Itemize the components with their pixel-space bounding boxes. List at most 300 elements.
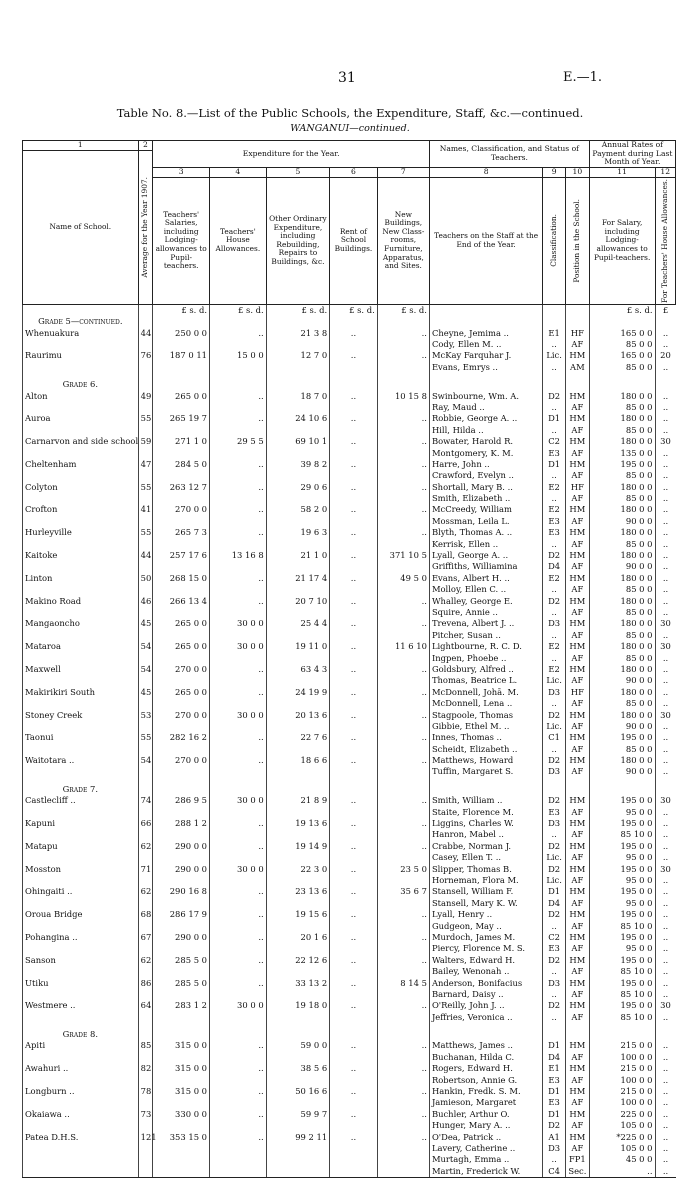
currency-cell: £ s. d. (330, 304, 378, 316)
classification-values: D1 E3 (543, 1086, 566, 1109)
empty-cell (153, 379, 210, 390)
new-buildings-value: .. (377, 1000, 429, 1023)
average-attendance: 67 (138, 932, 153, 955)
average-attendance: 54 (138, 664, 153, 687)
house-allowance-value: 30 0 0 (210, 864, 267, 887)
empty-cell (210, 1029, 267, 1040)
salaries-value: 265 0 0 (153, 618, 210, 641)
house-rate-values: .. .. (655, 932, 676, 955)
table-row (23, 550, 676, 573)
average-attendance: 50 (138, 573, 153, 596)
other-expenditure-value: 99 2 11 (266, 1132, 329, 1178)
school-name: Whenuakura (23, 328, 139, 351)
new-buildings-value: .. (377, 618, 429, 641)
classification-values: D3 .. (543, 978, 566, 1001)
empty-cell (377, 379, 429, 390)
teacher-names: Anderson, Bonifacius Barnard, Daisy .. (429, 978, 542, 1001)
other-expenditure-value: 22 3 0 (266, 864, 329, 887)
rent-value: .. (330, 932, 378, 955)
salary-rate-values: 180 0 0 90 0 0 (589, 664, 655, 687)
salary-rate-values: 180 0 0 85 0 0 (589, 391, 655, 414)
position-values: HM AF (565, 1063, 589, 1086)
average-attendance: 47 (138, 459, 153, 482)
rent-value: .. (330, 482, 378, 505)
house-allowance-value: .. (210, 1063, 267, 1086)
currency-cell: £ s. d. (153, 304, 210, 316)
classification-values: D3 .. (543, 618, 566, 641)
average-attendance: 64 (138, 1000, 153, 1023)
col-num-4: 4 (210, 167, 267, 177)
salaries-value: 330 0 0 (153, 1109, 210, 1132)
house-rate-values: .. .. (655, 328, 676, 351)
house-rate-values: .. .. (655, 909, 676, 932)
house-rate-values: .. .. (655, 687, 676, 710)
house-allowance-value: 15 0 0 (210, 350, 267, 373)
salary-rate-values: 195 0 0 85 10 0 (589, 818, 655, 841)
house-rate-values: .. .. (655, 550, 676, 573)
table-row (23, 641, 676, 664)
position-values: HM AF (565, 864, 589, 887)
empty-cell (429, 1029, 542, 1040)
col-num-5: 5 (266, 167, 329, 177)
column-number-row (23, 141, 676, 151)
salary-rate-values: 195 0 0 95 0 0 (589, 886, 655, 909)
average-attendance: 55 (138, 732, 153, 755)
table-row (23, 1109, 676, 1132)
table-row (23, 932, 676, 955)
classification-values: D3 .. (543, 818, 566, 841)
house-allowance-value: .. (210, 596, 267, 619)
new-buildings-value: .. (377, 413, 429, 436)
teacher-names: Rogers, Edward H. Robertson, Annie G. (429, 1063, 542, 1086)
position-values: HM AM (565, 350, 589, 373)
grade-label: Grade 7. (23, 784, 139, 795)
other-expenditure-value: 19 18 0 (266, 1000, 329, 1023)
position-values: HM AF (565, 732, 589, 755)
col-num-7: 7 (377, 167, 429, 177)
rent-value: .. (330, 641, 378, 664)
position-header: Position in the School. (565, 177, 589, 304)
classification-values: C1 .. (543, 732, 566, 755)
rent-value: .. (330, 1040, 378, 1063)
grade-row (23, 379, 676, 390)
new-buildings-value: .. (377, 350, 429, 373)
salary-rate-values: 195 0 0 95 0 0 (589, 841, 655, 864)
house-allowance-value: .. (210, 1086, 267, 1109)
empty-cell (543, 784, 566, 795)
teacher-names: O'Reilly, John J. .. Jeffries, Veronica .. (429, 1000, 542, 1023)
house-allowance-value: 30 0 0 (210, 1000, 267, 1023)
teacher-names: Innes, Thomas .. Scheidt, Elizabeth .. (429, 732, 542, 755)
position-values: HM AF (565, 459, 589, 482)
empty-cell (565, 1029, 589, 1040)
rent-value: .. (330, 618, 378, 641)
new-buildings-value: .. (377, 527, 429, 550)
teacher-names: Matthews, Howard Tuffin, Margaret S. (429, 755, 542, 778)
house-rate-values: .. .. (655, 755, 676, 778)
average-attendance: 55 (138, 413, 153, 436)
rent-value: .. (330, 732, 378, 755)
average-attendance: 45 (138, 618, 153, 641)
schools-table (22, 140, 676, 1178)
rent-value: .. (330, 687, 378, 710)
school-name: Oroua Bridge (23, 909, 139, 932)
position-values: HM AF (565, 755, 589, 778)
house-header: Teachers' House Allowances. (210, 177, 267, 304)
salaries-value: 288 1 2 (153, 818, 210, 841)
rent-value: .. (330, 1000, 378, 1023)
salary-rate-values: 225 0 0 105 0 0 (589, 1109, 655, 1132)
house-allowance-value: .. (210, 664, 267, 687)
empty-cell (543, 379, 566, 390)
table-row (23, 1086, 676, 1109)
empty-cell (330, 316, 378, 327)
position-values: HM AF (565, 955, 589, 978)
position-values: HM AF (565, 550, 589, 573)
other-expenditure-value: 19 15 6 (266, 909, 329, 932)
salary-rate-values: 195 0 0 95 0 0 (589, 795, 655, 818)
table-row (23, 618, 676, 641)
table-row (23, 732, 676, 755)
empty-cell (138, 1029, 153, 1040)
position-values: HM AF (565, 527, 589, 550)
school-name: Kaitoke (23, 550, 139, 573)
rent-value: .. (330, 818, 378, 841)
position-values: HF AF (565, 687, 589, 710)
new-buildings-value: 10 15 8 (377, 391, 429, 414)
average-attendance: 54 (138, 641, 153, 664)
grade-row (23, 784, 676, 795)
classification-values: D2 D3 (543, 755, 566, 778)
empty-cell (210, 784, 267, 795)
average-attendance: 73 (138, 1109, 153, 1132)
school-name: Carnarvon and side school (23, 436, 139, 459)
new-buildings-value: .. (377, 1132, 429, 1178)
other-expenditure-value: 58 2 0 (266, 504, 329, 527)
rent-value: .. (330, 550, 378, 573)
position-values: HM AF (565, 909, 589, 932)
house-rate-values: .. .. (655, 504, 676, 527)
rent-value: .. (330, 436, 378, 459)
empty-cell (377, 784, 429, 795)
other-expenditure-value: 22 7 6 (266, 732, 329, 755)
house-allowance-value: 13 16 8 (210, 550, 267, 573)
salary-rate-values: 195 0 0 85 10 0 (589, 978, 655, 1001)
currency-cell: £ s. d. (589, 304, 655, 316)
new-buildings-value: .. (377, 732, 429, 755)
position-values: HM AF (565, 413, 589, 436)
col-num-10: 10 (565, 167, 589, 177)
other-expenditure-value: 18 6 6 (266, 755, 329, 778)
teacher-names: Buchler, Arthur O. Hunger, Mary A. .. (429, 1109, 542, 1132)
other-expenditure-value: 19 14 9 (266, 841, 329, 864)
classification-values: E2 .. (543, 573, 566, 596)
table-row (23, 504, 676, 527)
classification-values: D1 D2 (543, 1109, 566, 1132)
house-allowance-value: 30 0 0 (210, 618, 267, 641)
rent-value: .. (330, 1086, 378, 1109)
new-buildings-value: .. (377, 795, 429, 818)
average-attendance: 44 (138, 328, 153, 351)
house-allowance-value: .. (210, 413, 267, 436)
salaries-value: 315 0 0 (153, 1040, 210, 1063)
salary-rate-values: *225 0 0 105 0 0 45 0 0 .. (589, 1132, 655, 1178)
house-allowance-value: 30 0 0 (210, 795, 267, 818)
table-subtitle: WANGANUI—continued. (290, 123, 410, 134)
classification-values: C2 E3 (543, 932, 566, 955)
col-num-12: 12 (655, 167, 676, 177)
salary-rate-values: 180 0 0 90 0 0 (589, 710, 655, 733)
average-attendance: 54 (138, 755, 153, 778)
house-rate-values: .. .. (655, 527, 676, 550)
school-name: Matapu (23, 841, 139, 864)
house-rate-values: .. .. (655, 1086, 676, 1109)
house-allowance-value: .. (210, 573, 267, 596)
new-buildings-value: .. (377, 955, 429, 978)
new-buildings-value: .. (377, 687, 429, 710)
salary-rate-values: 195 0 0 85 10 0 (589, 909, 655, 932)
classification-values: A1 D3 .. C4 (543, 1132, 566, 1178)
teacher-names: Harre, John .. Crawford, Evelyn .. (429, 459, 542, 482)
salary-rate-values: 180 0 0 135 0 0 (589, 436, 655, 459)
empty-cell (210, 316, 267, 327)
classification-values: E2 Lic. (543, 664, 566, 687)
house-allowance-value: .. (210, 978, 267, 1001)
school-name: Colyton (23, 482, 139, 505)
classification-values: E2 E3 (543, 504, 566, 527)
new-buildings-value: .. (377, 710, 429, 733)
school-name: Ohingaiti .. (23, 886, 139, 909)
classification-values: D1 D4 (543, 1040, 566, 1063)
new-buildings-value: .. (377, 1063, 429, 1086)
school-name: Auroa (23, 413, 139, 436)
average-attendance: 68 (138, 909, 153, 932)
school-name: Waitotara .. (23, 755, 139, 778)
rent-value: .. (330, 596, 378, 619)
rent-value: .. (330, 1109, 378, 1132)
other-expenditure-value: 38 5 6 (266, 1063, 329, 1086)
house-rate-values: .. .. (655, 596, 676, 619)
classification-values: E2 .. (543, 482, 566, 505)
house-allowance-value: .. (210, 504, 267, 527)
new-buildings-value: .. (377, 1109, 429, 1132)
other-expenditure-value: 25 4 4 (266, 618, 329, 641)
currency-cell (429, 304, 542, 316)
salary-rate-values: 215 0 0 100 0 0 (589, 1086, 655, 1109)
rent-value: .. (330, 955, 378, 978)
classification-header: Classification. (543, 177, 566, 304)
new-buildings-value: 11 6 10 (377, 641, 429, 664)
teacher-names: Smith, William .. Staite, Florence M. (429, 795, 542, 818)
teacher-names: Crabbe, Norman J. Casey, Ellen T. .. (429, 841, 542, 864)
school-name: Apiti (23, 1040, 139, 1063)
currency-cell (543, 304, 566, 316)
salaries-value: 265 19 7 (153, 413, 210, 436)
house-allowance-value: .. (210, 755, 267, 778)
house-allowance-value: .. (210, 955, 267, 978)
empty-cell (655, 1029, 676, 1040)
house-allowance-value: .. (210, 687, 267, 710)
school-name: Awahuri .. (23, 1063, 139, 1086)
salary-rate-values: 180 0 0 90 0 0 (589, 755, 655, 778)
grade-label: Grade 8. (23, 1029, 139, 1040)
table-row (23, 955, 676, 978)
table-row (23, 391, 676, 414)
other-expenditure-value: 59 9 7 (266, 1109, 329, 1132)
empty-cell (655, 784, 676, 795)
other-expenditure-value: 50 16 6 (266, 1086, 329, 1109)
salaries-value: 285 5 0 (153, 955, 210, 978)
position-values: HM AF (565, 618, 589, 641)
table-row (23, 1040, 676, 1063)
position-values: HM AF (565, 978, 589, 1001)
salaries-value: 257 17 6 (153, 550, 210, 573)
position-values: HM AF (565, 664, 589, 687)
new-buildings-value: .. (377, 596, 429, 619)
average-attendance: 44 (138, 550, 153, 573)
teacher-names: Stagpoole, Thomas Gibbie, Ethel M. .. (429, 710, 542, 733)
house-allowance-value: .. (210, 841, 267, 864)
salaries-value: 265 0 0 (153, 687, 210, 710)
house-rate-values: .. .. (655, 664, 676, 687)
house-rate-values: 30 .. (655, 1000, 676, 1023)
teacher-names: Matthews, James .. Buchanan, Hilda C. (429, 1040, 542, 1063)
average-attendance: 86 (138, 978, 153, 1001)
teacher-names: McKay Farquhar J. Evans, Emrys .. (429, 350, 542, 373)
table-row (23, 687, 676, 710)
table-row (23, 664, 676, 687)
rent-value: .. (330, 795, 378, 818)
school-name: Pohangina .. (23, 932, 139, 955)
table-row (23, 886, 676, 909)
salaries-value: 315 0 0 (153, 1086, 210, 1109)
salary-rate-values: 180 0 0 85 0 0 (589, 687, 655, 710)
salaries-value: 290 0 0 (153, 864, 210, 887)
empty-cell (377, 1029, 429, 1040)
position-values: HM AF (565, 641, 589, 664)
table-row (23, 1132, 676, 1178)
school-name: Mataroa (23, 641, 139, 664)
table-row (23, 755, 676, 778)
house-allowance-value: .. (210, 1040, 267, 1063)
average-attendance: 71 (138, 864, 153, 887)
new-buildings-value: .. (377, 1040, 429, 1063)
empty-cell (565, 316, 589, 327)
table-title: Table No. 8.—List of the Public Schools, the Expenditure, Staff, &c.—continued. (116, 106, 584, 120)
house-allowance-value: .. (210, 328, 267, 351)
other-expenditure-value: 69 10 1 (266, 436, 329, 459)
col-num-2: 2 (138, 141, 153, 151)
rent-value: .. (330, 328, 378, 351)
salaries-value: 265 0 0 (153, 641, 210, 664)
salaries-value: 284 5 0 (153, 459, 210, 482)
house-allowance-value: .. (210, 818, 267, 841)
table-row (23, 328, 676, 351)
new-buildings-value: .. (377, 504, 429, 527)
table-row (23, 459, 676, 482)
other-expenditure-value: 19 11 0 (266, 641, 329, 664)
for-house-header: For Teachers' House Allowances. (655, 177, 676, 304)
table-row (23, 1000, 676, 1023)
salaries-value: 285 5 0 (153, 978, 210, 1001)
average-attendance: 49 (138, 391, 153, 414)
teacher-names: McCreedy, William Mossman, Leila L. (429, 504, 542, 527)
school-name: Maxwell (23, 664, 139, 687)
new-buildings-value: 371 10 5 (377, 550, 429, 573)
classification-values: D2 .. (543, 909, 566, 932)
other-expenditure-value: 22 12 6 (266, 955, 329, 978)
other-expenditure-value: 21 8 9 (266, 795, 329, 818)
school-name: Westmere .. (23, 1000, 139, 1023)
school-name: Alton (23, 391, 139, 414)
table-row (23, 710, 676, 733)
salary-rate-values: 180 0 0 90 0 0 (589, 550, 655, 573)
house-rate-values: .. .. (655, 459, 676, 482)
empty-cell (565, 379, 589, 390)
grade-row (23, 316, 676, 327)
currency-cell (565, 304, 589, 316)
classification-values: D2 .. (543, 1000, 566, 1023)
col-num-3: 3 (153, 167, 210, 177)
classification-values: D2 D4 (543, 550, 566, 573)
empty-cell (153, 316, 210, 327)
empty-cell (565, 784, 589, 795)
school-name: Patea D.H.S. (23, 1132, 139, 1178)
salaries-value: 290 0 0 (153, 841, 210, 864)
teacher-names: McDonnell, Johā. M. McDonnell, Lena .. (429, 687, 542, 710)
house-rate-values: .. .. (655, 482, 676, 505)
position-values: HM AF FP1 Sec. (565, 1132, 589, 1178)
house-allowance-value: 30 0 0 (210, 641, 267, 664)
other-expenditure-value: 23 13 6 (266, 886, 329, 909)
average-attendance: 41 (138, 504, 153, 527)
teacher-names: Goldsbury, Alfred .. Thomas, Beatrice L. (429, 664, 542, 687)
grade-label: Grade 5—continued. (23, 316, 139, 327)
other-expenditure-value: 20 1 6 (266, 932, 329, 955)
position-values: HM AF (565, 710, 589, 733)
house-rate-values: .. .. (655, 955, 676, 978)
average-attendance: 82 (138, 1063, 153, 1086)
salary-rate-values: 165 0 0 85 0 0 (589, 350, 655, 373)
school-name: Linton (23, 573, 139, 596)
empty-cell (589, 316, 655, 327)
other-expenditure-value: 59 0 0 (266, 1040, 329, 1063)
salaries-value: 268 15 0 (153, 573, 210, 596)
teacher-names: O'Dea, Patrick .. Lavery, Catherine .. Murtagh, Emma .. Martin, Frederick W. (429, 1132, 542, 1178)
teacher-names: Murdoch, James M. Piercy, Florence M. S. (429, 932, 542, 955)
salary-rate-values: 215 0 0 100 0 0 (589, 1063, 655, 1086)
house-rate-values: .. .. (655, 978, 676, 1001)
house-allowance-value: .. (210, 459, 267, 482)
col-num-11: 11 (589, 167, 655, 177)
other-expenditure-value: 63 4 3 (266, 664, 329, 687)
average-attendance: 76 (138, 350, 153, 373)
salary-rate-values: 215 0 0 100 0 0 (589, 1040, 655, 1063)
rent-value: .. (330, 459, 378, 482)
house-rate-values: .. .. (655, 841, 676, 864)
salaries-value: 270 0 0 (153, 710, 210, 733)
other-expenditure-value: 19 6 3 (266, 527, 329, 550)
house-rate-values: .. .. (655, 391, 676, 414)
currency-cell: £ (655, 304, 676, 316)
house-allowance-value: .. (210, 1109, 267, 1132)
school-name: Kapuni (23, 818, 139, 841)
col-num-6: 6 (330, 167, 378, 177)
teacher-names: Whalley, George E. Squire, Annie .. (429, 596, 542, 619)
new-buildings-value: .. (377, 932, 429, 955)
salaries-value: 271 1 0 (153, 436, 210, 459)
salaries-value: 263 12 7 (153, 482, 210, 505)
